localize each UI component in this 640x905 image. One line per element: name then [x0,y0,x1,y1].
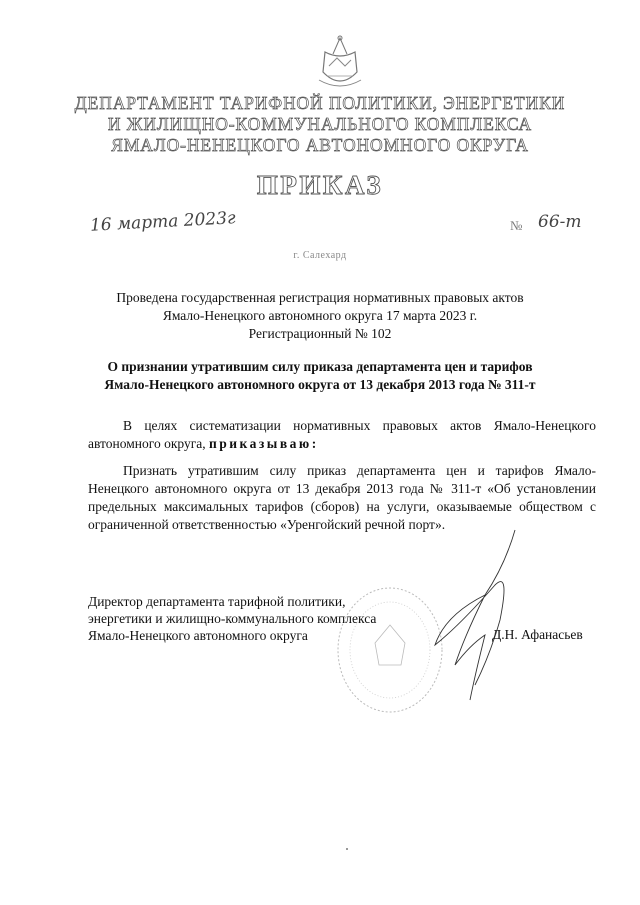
department-line-1: ДЕПАРТАМЕНТ ТАРИФНОЙ ПОЛИТИКИ, ЭНЕРГЕТИКИ [74,93,566,113]
position-line-1: Директор департамента тарифной политики, [88,594,346,609]
coat-of-arms-emblem [315,32,365,90]
scan-speck [346,848,348,850]
handwritten-signature [415,525,535,705]
heading-line-2: Ямало-Ненецкого автономного округа от 13 декабря 2013 года № 311-т [104,377,536,392]
paragraph-decision: Признать утратившим силу приказ департамента цен и тарифов Ямало-Ненецкого автономного округа от 13 декабря 2013 года № 311-т «Об установлении предельных максимальных тарифов (сборов) на услуги, оказываемые обществом с ограниченной ответственностью «Уренгойский речной порт». [88,463,596,532]
department-name [0,93,640,156]
number-prefix: № [510,218,523,233]
department-line-2: И ЖИЛИЩНО-КОММУНАЛЬНОГО КОМПЛЕКСА [107,114,533,134]
handwritten-number: 66-т [538,212,582,232]
city-label: г. Салехард [293,250,347,261]
handwritten-date: 16 марта 2023г [89,208,237,236]
registration-note [60,289,580,343]
paragraph-preamble [88,417,596,453]
heading-line-1: О признании утратившим силу приказа департамента цен и тарифов [107,359,533,374]
preamble-text: В целях систематизации нормативных правовых актов Ямало-Ненецкого автономного округа, [88,418,596,451]
position-line-2: энергетики и жилищно-коммунального комплекса [88,611,377,626]
document-type-title: ПРИКАЗ [256,170,384,200]
order-heading [60,358,580,394]
registration-line-3: Регистрационный № 102 [248,326,392,341]
signatory-position [88,593,376,644]
position-line-3: Ямало-Ненецкого автономного округа [88,628,308,643]
registration-line-2: Ямало-Ненецкого автономного округа 17 марта 2023 г. [162,308,478,323]
registration-line-1: Проведена государственная регистрация нормативных правовых актов [116,290,524,305]
signatory-name: Д.Н. Афанасьев [492,627,583,642]
department-line-3: ЯМАЛО-НЕНЕЦКОГО АВТОНОМНОГО ОКРУГА [111,135,529,155]
order-word: приказываю: [208,436,319,451]
